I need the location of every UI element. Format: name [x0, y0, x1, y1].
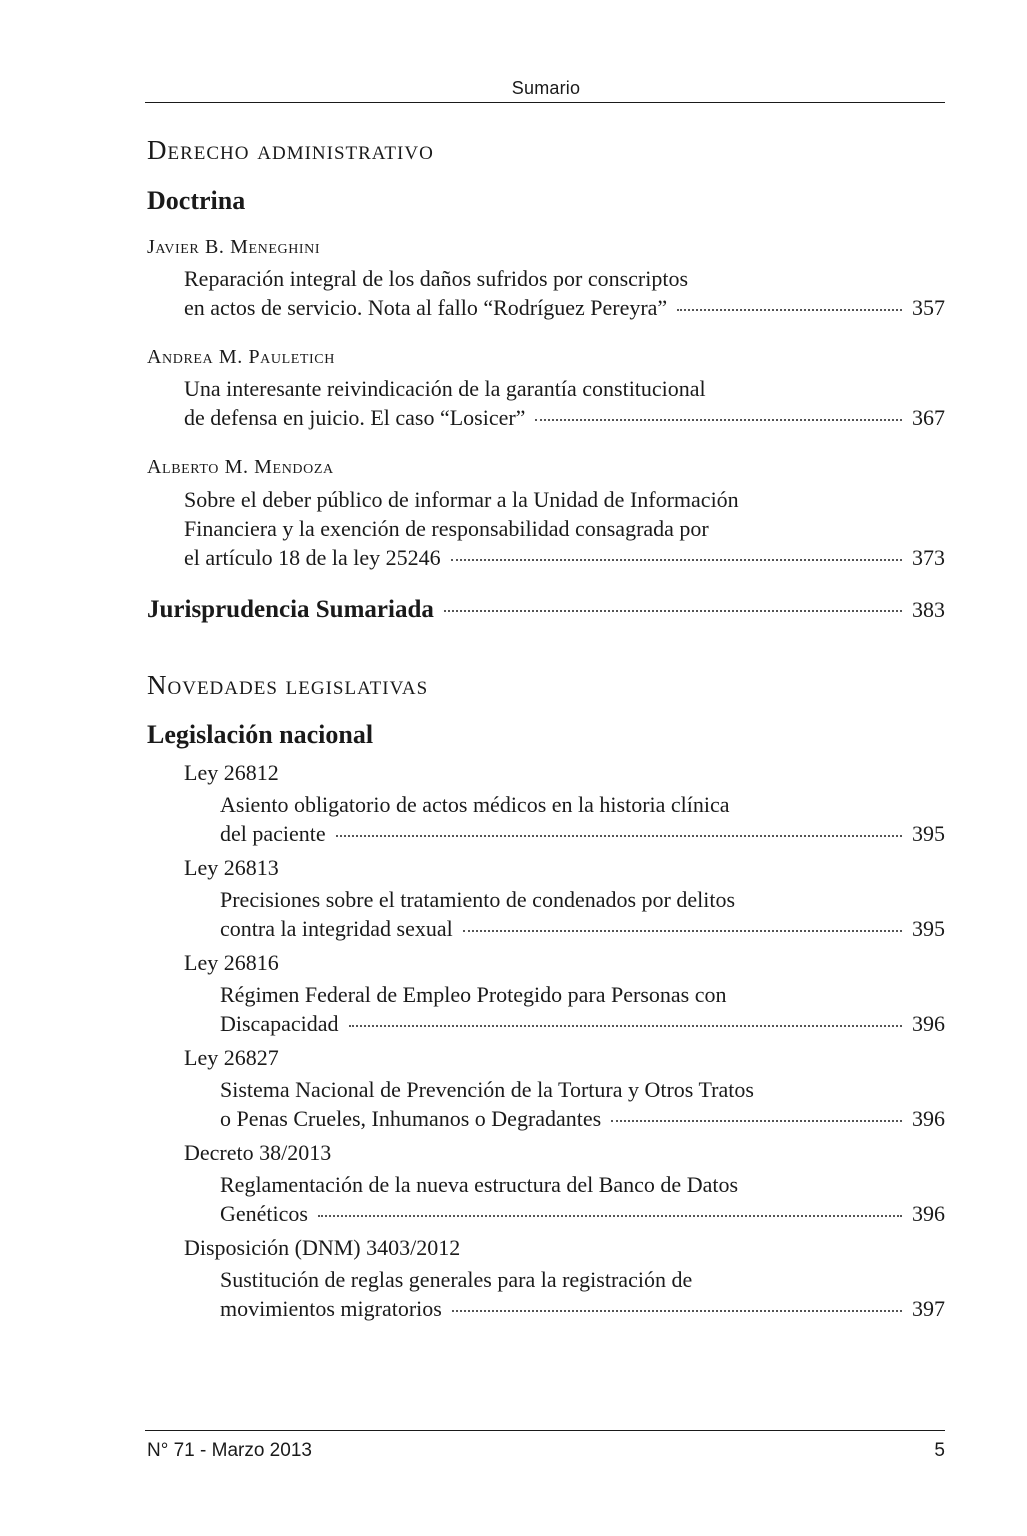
entry-line: Reparación integral de los daños sufridos por conscriptos	[184, 266, 689, 291]
entry-line: Financiera y la exención de responsabilidad consagrada por	[184, 516, 709, 541]
subsection-legislacion: Legislación nacional	[147, 720, 374, 749]
entry-line: Sobre el deber público de informar a la Unidad de Información	[184, 487, 739, 512]
running-head: Sumario	[511, 78, 581, 98]
toc-entry[interactable]	[220, 790, 945, 848]
entry-line: Régimen Federal de Empleo Protegido para Personas con	[220, 982, 727, 1007]
entry-line: movimientos migratorios	[220, 1296, 442, 1321]
law-title: Ley 26816	[184, 950, 279, 975]
law-title: Decreto 38/2013	[184, 1140, 332, 1165]
entry-line: Genéticos	[220, 1201, 308, 1226]
dot-leader	[444, 610, 902, 612]
page-number: 395	[912, 916, 945, 941]
page-number: 367	[912, 405, 945, 430]
dot-leader	[452, 1310, 902, 1312]
law-title: Ley 26812	[184, 760, 279, 785]
dot-leader	[349, 1025, 903, 1027]
toc-entry[interactable]	[220, 1075, 945, 1133]
page-number: 373	[912, 545, 945, 570]
law-title: Ley 26827	[184, 1045, 279, 1070]
toc-entry[interactable]	[220, 980, 945, 1038]
toc-entry[interactable]	[220, 1170, 945, 1228]
entry-line: Discapacidad	[220, 1011, 339, 1036]
entry-line: del paciente	[220, 821, 326, 846]
issue-label: N° 71 - Marzo 2013	[147, 1440, 312, 1461]
page-number: 397	[912, 1296, 945, 1321]
toc-entry[interactable]	[184, 374, 945, 432]
subsection-doctrina: Doctrina	[147, 186, 246, 215]
page-number: 396	[912, 1011, 945, 1036]
toc-entry[interactable]	[220, 1265, 945, 1323]
author-pauletich: Andrea M. Pauletich	[147, 346, 335, 368]
bottom-rule	[145, 1430, 945, 1431]
entry-line: el artículo 18 de la ley 25246	[184, 545, 441, 570]
author-meneghini: Javier B. Meneghini	[147, 236, 321, 258]
entry-line: Una interesante reivindicación de la garantía constitucional	[184, 376, 706, 401]
section-heading-novedades: Novedades legislativas	[147, 670, 429, 700]
dot-leader	[318, 1215, 902, 1217]
top-rule	[145, 102, 945, 103]
law-title: Disposición (DNM) 3403/2012	[184, 1235, 461, 1260]
entry-label: Jurisprudencia Sumariada	[147, 596, 434, 623]
entry-line: Asiento obligatorio de actos médicos en la historia clínica	[220, 792, 730, 817]
entry-line: de defensa en juicio. El caso “Losicer”	[184, 405, 526, 430]
page-number: 396	[912, 1106, 945, 1131]
entry-line: en actos de servicio. Nota al fallo “Rodríguez Pereyra”	[184, 295, 668, 320]
entry-line: o Penas Crueles, Inhumanos o Degradantes	[220, 1106, 602, 1131]
dot-leader	[677, 309, 902, 311]
toc-entry[interactable]	[220, 885, 945, 943]
page-number: 395	[912, 821, 945, 846]
page-number: 396	[912, 1201, 945, 1226]
entry-line: Sustitución de reglas generales para la registración de	[220, 1267, 693, 1292]
page-number: 357	[912, 295, 945, 320]
law-title: Ley 26813	[184, 855, 279, 880]
entry-line: Sistema Nacional de Prevención de la Tortura y Otros Tratos	[220, 1077, 754, 1102]
section-heading-derecho: Derecho administrativo	[147, 135, 434, 165]
dot-leader	[535, 419, 902, 421]
dot-leader	[611, 1120, 902, 1122]
page-number: 383	[912, 597, 945, 622]
dot-leader	[336, 835, 902, 837]
toc-entry[interactable]	[184, 264, 945, 322]
entry-line: Reglamentación de la nueva estructura del Banco de Datos	[220, 1172, 739, 1197]
entry-line: Precisiones sobre el tratamiento de condenados por delitos	[220, 887, 736, 912]
dot-leader	[451, 559, 902, 561]
author-mendoza: Alberto M. Mendoza	[147, 456, 334, 478]
toc-entry-jurisprudencia[interactable]	[147, 596, 945, 624]
entry-line: contra la integridad sexual	[220, 916, 453, 941]
toc-entry[interactable]	[184, 485, 945, 572]
dot-leader	[463, 930, 902, 932]
folio-number: 5	[934, 1440, 945, 1461]
